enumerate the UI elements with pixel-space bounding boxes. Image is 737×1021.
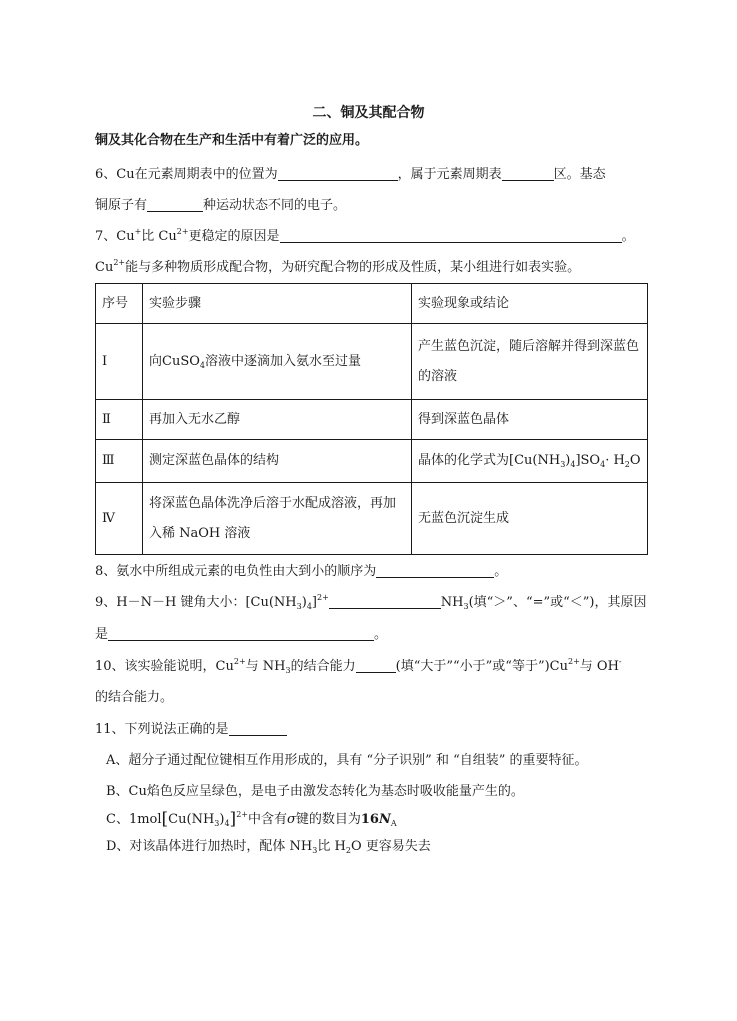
q10-sup-2: 2+ [567,657,580,666]
q6-text-c: 区。基态 [553,167,606,182]
q7-blank-reason[interactable] [280,229,622,243]
q9-text-a: 9、H－N－H 键角大小：[Cu(NH [95,595,297,610]
question-9-line-2 [95,626,387,644]
q9-sub-2: 4 [306,602,312,611]
q10-text-a: 10、该实验能说明，Cu [95,659,234,674]
q10-text-d: (填“大于”“小于”或“等于”)Cu [395,659,568,674]
table-row [96,400,648,440]
row-1-no: I [96,324,143,400]
q10-text-f: 的结合能力。 [95,690,174,705]
q10-blank[interactable] [356,659,396,673]
question-6-line-2 [95,197,346,215]
row-3-result-a: 晶体的化学式为[Cu(NH [418,453,561,468]
question-11-stem [95,721,287,739]
q11-d-sub-1: 3 [312,846,318,855]
section-title: 二、铜及其配合物 [312,105,425,121]
q6-blank-region[interactable] [502,167,554,181]
q9-text-c: ] [311,595,317,610]
q11-option-b: B、Cu焰色反应呈绿色，是电子由激发态转化为基态时吸收能量产生的。 [106,784,524,799]
lead-text-a: Cu [95,260,114,275]
q9-text-d: NH [440,595,464,610]
q8-text-a: 8、氨水中所组成元素的电负性由大到小的顺序为 [95,564,377,579]
row-1-step-sub: 4 [199,360,205,370]
q7-text-c: 更稳定的原因是 [188,229,280,244]
q9-text-f: 是 [95,627,109,642]
q11-blank[interactable] [229,722,287,736]
q11-c-sub-1: 3 [214,819,220,828]
table-header-row [96,284,648,324]
q6-text-b: ，属于元素周期表 [397,167,502,182]
q11-option-c [106,810,397,829]
q11-d-text-a: D、对该晶体进行加热时，配体 NH [106,839,313,854]
row-4-no: Ⅳ [96,483,143,555]
q11-option-a: A、超分子通过配位键相互作用形成的，具有 “分子识别” 和 “自组装” 的重要特征。 [106,753,588,768]
table-row [96,440,648,483]
q11-c-sub-3: A [390,819,397,828]
row-1-step-b: 溶液中逐滴加入氨水至过量 [204,353,361,369]
q8-text-b: 。 [494,564,508,579]
row-3-sub-2: 4 [570,460,576,469]
q10-sup-1: 2+ [233,657,246,666]
row-3-result-c: ]SO [575,453,601,468]
q9-sub-3: 3 [463,602,469,611]
experiment-table [95,283,648,555]
q9-blank-compare[interactable] [329,595,441,609]
table-row [96,324,648,400]
q10-sub-1: 3 [285,666,291,675]
row-3-result-d: · H [605,453,625,468]
q6-blank-position[interactable] [278,167,398,181]
q11-c-left-bracket: [ [161,809,169,829]
q9-text-g: 。 [374,627,388,642]
q11-c-sigma: σ [287,812,296,827]
row-2-result: 得到深蓝色晶体 [412,400,648,440]
q6-text-d: 铜原子有 [95,198,148,213]
question-7 [95,228,635,246]
intro-text: 铜及其化合物在生产和生活中有着广泛的应用。 [95,133,369,148]
header-step: 实验步骤 [143,284,412,324]
q11-c-text-c: ) [219,812,225,827]
row-3-no: Ⅲ [96,440,143,483]
row-1-result: 产生蓝色沉淀，随后溶解并得到深蓝色的溶液 [412,324,648,400]
q11-stem-text: 11、下列说法正确的是 [95,722,229,737]
row-4-step: 将深蓝色晶体洗净后溶于水配成溶液，再加入稀 NaOH 溶液 [143,483,412,555]
q11-c-text-e: 键的数目为 [295,812,361,827]
q11-option-d [106,838,431,856]
q10-sup-3: - [618,657,622,666]
row-3-sub-1: 3 [560,460,566,469]
q6-text-a: 6、Cu在元素周期表中的位置为 [95,167,278,182]
lead-text-b: 能与多种物质形成配合物，为研究配合物的形成及性质，某小组进行如表实验。 [125,260,581,275]
header-result: 实验现象或结论 [412,284,648,324]
experiment-lead [95,259,580,277]
q10-text-e: 与 OH [579,659,619,674]
row-3-sub-4: 2 [624,460,630,469]
q10-text-b: 与 NH [245,659,286,674]
table-row [96,483,648,555]
row-1-step [143,324,412,400]
q11-c-sup: 2+ [236,810,248,819]
question-8 [95,563,507,581]
q9-text-e: (填“＞”、“=”或“＜”)，其原因 [468,595,647,610]
q11-c-avogadro: N [378,812,391,827]
q10-text-c: 的结合能力 [290,659,356,674]
q11-d-text-c: O 更容易失去 [350,839,431,854]
q11-c-text-b: Cu(NH [168,812,215,827]
row-1-step-a: 向CuSO [149,353,200,369]
question-9-line-1 [95,594,647,612]
row-3-step: 测定深蓝色晶体的结构 [143,440,412,483]
q6-blank-electrons[interactable] [147,198,203,212]
header-no: 序号 [96,284,143,324]
q9-blank-reason[interactable] [108,627,374,641]
q6-text-e: 种运动状态不同的电子。 [203,198,347,213]
q7-text-b: 比 Cu [141,229,177,244]
q7-sup-a: + [134,227,142,236]
q11-d-sub-2: 2 [345,846,351,855]
row-2-step: 再加入无水乙醇 [143,400,412,440]
q11-c-right-bracket: ] [229,809,237,829]
q8-blank[interactable] [376,564,494,578]
q9-sub-1: 3 [296,602,302,611]
question-10-line-2 [95,689,173,707]
row-3-result-b: ) [565,453,571,468]
q11-c-sub-2: 4 [224,819,230,828]
q7-text-d: 。 [621,229,635,244]
q11-c-text-d: 中含有 [247,812,287,827]
row-3-sub-3: 4 [600,460,606,469]
row-3-result-e: O [629,453,641,468]
q11-c-count: 16 [360,812,379,827]
q9-text-b: ) [301,595,307,610]
row-3-result [412,440,648,483]
q11-c-text-a: C、1mol [106,812,162,827]
question-10-line-1 [95,658,622,676]
row-4-result: 无蓝色沉淀生成 [412,483,648,555]
question-6-line-1 [95,166,606,184]
q7-sup-b: 2+ [176,227,189,236]
q7-text-a: 7、Cu [95,229,135,244]
row-2-no: Ⅱ [96,400,143,440]
q11-d-text-b: 比 H [317,839,346,854]
lead-sup: 2+ [113,258,126,267]
q9-sup-1: 2+ [316,593,329,602]
